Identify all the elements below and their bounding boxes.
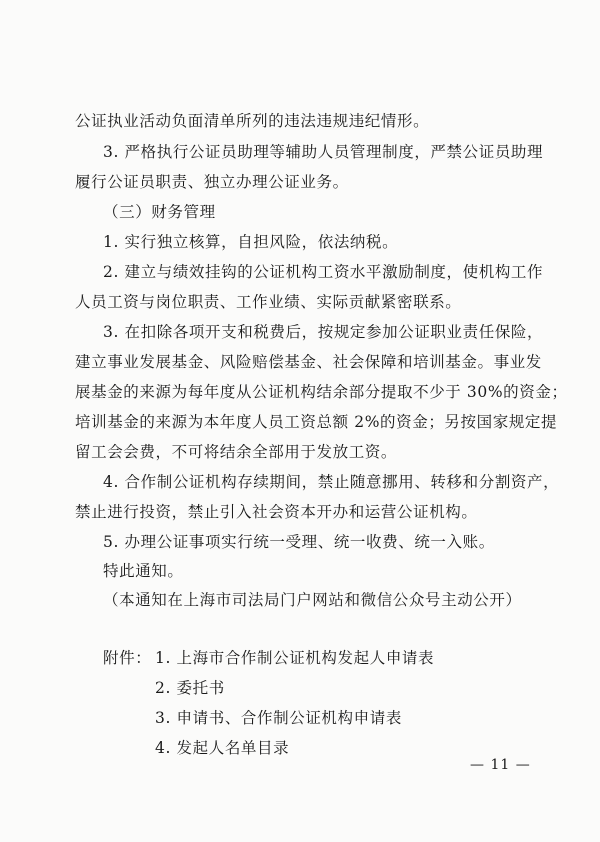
- body-line-2: 3. 严格执行公证员助理等辅助人员管理制度，严禁公证员助理: [103, 143, 544, 161]
- attachment-item-4: 4. 发起人名单目录: [155, 739, 290, 757]
- body-line-7: 人员工资与岗位职责、工作业绩、实际贡献紧密联系。: [75, 293, 462, 311]
- body-line-5: 1. 实行独立核算，自担风险，依法纳税。: [103, 233, 399, 251]
- section-heading-finance: （三）财务管理: [103, 203, 216, 221]
- body-line-8: 3. 在扣除各项开支和税费后，按规定参加公证职业责任保险，: [103, 323, 544, 341]
- page-number: — 11 —: [470, 757, 531, 773]
- body-line-1: 公证执业活动负面清单所列的违法违规违纪情形。: [75, 112, 430, 130]
- body-line-3: 履行公证员职责、独立办理公证业务。: [75, 173, 349, 191]
- closing-notice: 特此通知。: [103, 562, 184, 580]
- publication-note: （本通知在上海市司法局门户网站和微信公众号主动公开）: [103, 591, 522, 609]
- attachments-label: 附件：: [103, 649, 152, 667]
- body-line-10: 展基金的来源为每年度从公证机构结余部分提取不少于 30%的资金；: [75, 383, 568, 401]
- body-line-12: 留工会会费，不可将结余全部用于发放工资。: [75, 443, 398, 461]
- attachment-item-3: 3. 申请书、合作制公证机构申请表: [155, 709, 402, 727]
- body-line-15: 5. 办理公证事项实行统一受理、统一收费、统一入账。: [103, 533, 495, 551]
- body-line-11: 培训基金的来源为本年度人员工资总额 2%的资金；另按国家规定提: [75, 413, 558, 431]
- body-line-9: 建立事业发展基金、风险赔偿基金、社会保障和培训基金。事业发: [75, 353, 542, 371]
- attachment-item-2: 2. 委托书: [155, 679, 225, 697]
- body-line-6: 2. 建立与绩效挂钩的公证机构工资水平激励制度，使机构工作: [103, 263, 544, 281]
- attachment-item-1: 1. 上海市合作制公证机构发起人申请表: [155, 649, 435, 667]
- body-line-13: 4. 合作制公证机构存续期间，禁止随意挪用、转移和分割资产，: [103, 473, 560, 491]
- body-line-14: 禁止进行投资，禁止引入社会资本开办和运营公证机构。: [75, 503, 478, 521]
